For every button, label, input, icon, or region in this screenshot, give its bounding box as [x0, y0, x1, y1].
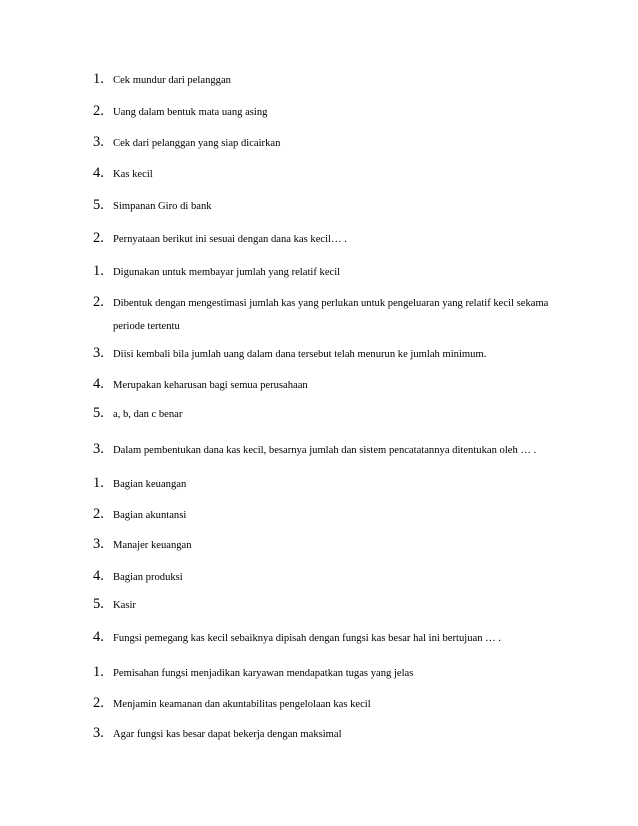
item-number: 2. — [93, 695, 104, 711]
question-item — [93, 228, 553, 251]
item-text: Uang dalam bentuk mata uang asing — [113, 107, 268, 118]
item-text: Kas kecil — [113, 169, 153, 180]
list-item — [93, 195, 553, 218]
list-item — [93, 343, 553, 366]
item-number: 1. — [93, 664, 104, 680]
item-text: Menjamin keamanan dan akuntabilitas pengelolaan kas kecil — [113, 699, 371, 710]
item-number: 2. — [93, 103, 104, 119]
question-item — [93, 627, 553, 650]
item-text: Simpanan Giro di bank — [113, 201, 212, 212]
item-number: 4. — [93, 165, 104, 181]
item-number: 3. — [93, 536, 104, 552]
list-item — [93, 473, 553, 496]
item-text: Cek dari pelanggan yang siap dicairkan — [113, 138, 281, 149]
list-item — [93, 69, 553, 92]
list-item — [93, 132, 553, 155]
item-number: 1. — [93, 71, 104, 87]
question-text: Pernyataan berikut ini sesuai dengan dana kas kecil… . — [113, 234, 347, 245]
item-number: 5. — [93, 405, 104, 421]
list-item — [93, 534, 553, 557]
item-text: Dibentuk dengan mengestimasi jumlah kas yang perlukan untuk pengeluaran yang relatif kecil sekama periode tertentu — [113, 298, 549, 332]
list-item — [93, 163, 553, 186]
list-item — [93, 594, 553, 617]
item-text: Cek mundur dari pelanggan — [113, 75, 231, 86]
question-item — [93, 439, 553, 462]
list-item — [93, 723, 553, 746]
item-number: 1. — [93, 263, 104, 279]
item-text: Diisi kembali bila jumlah uang dalam dana tersebut telah menurun ke jumlah minimum. — [113, 349, 487, 360]
item-number: 3. — [93, 134, 104, 150]
item-number: 2. — [93, 294, 104, 310]
item-text: Bagian akuntansi — [113, 510, 187, 521]
list-item — [93, 566, 553, 589]
list-item — [93, 261, 553, 284]
question-number: 2. — [93, 230, 104, 246]
item-number: 5. — [93, 596, 104, 612]
question-number: 4. — [93, 629, 104, 645]
item-number: 4. — [93, 376, 104, 392]
item-number: 3. — [93, 345, 104, 361]
item-number: 1. — [93, 475, 104, 491]
question-text: Dalam pembentukan dana kas kecil, besarnya jumlah dan sistem pencatatannya ditentukan oleh … . — [113, 445, 537, 456]
list-item — [93, 504, 553, 527]
item-text: Pemisahan fungsi menjadikan karyawan mendapatkan tugas yang jelas — [113, 668, 414, 679]
item-text: a, b, dan c benar — [113, 409, 183, 420]
list-item — [93, 403, 553, 426]
item-number: 3. — [93, 725, 104, 741]
item-text: Agar fungsi kas besar dapat bekerja dengan maksimal — [113, 729, 342, 740]
item-text: Merupakan keharusan bagi semua perusahaan — [113, 380, 308, 391]
item-text: Kasir — [113, 600, 136, 611]
item-text: Bagian keuangan — [113, 479, 187, 490]
item-number: 5. — [93, 197, 104, 213]
list-item — [93, 662, 553, 685]
item-number: 2. — [93, 506, 104, 522]
question-number: 3. — [93, 441, 104, 457]
item-text: Manajer keuangan — [113, 540, 192, 551]
list-item — [93, 374, 553, 397]
item-number: 4. — [93, 568, 104, 584]
list-item — [93, 101, 553, 124]
list-item — [93, 693, 553, 716]
list-item — [93, 292, 553, 338]
question-text: Fungsi pemegang kas kecil sebaiknya dipisah dengan fungsi kas besar hal ini bertujuan … . — [113, 633, 502, 644]
item-text: Digunakan untuk membayar jumlah yang relatif kecil — [113, 267, 341, 278]
item-text: Bagian produksi — [113, 572, 183, 583]
